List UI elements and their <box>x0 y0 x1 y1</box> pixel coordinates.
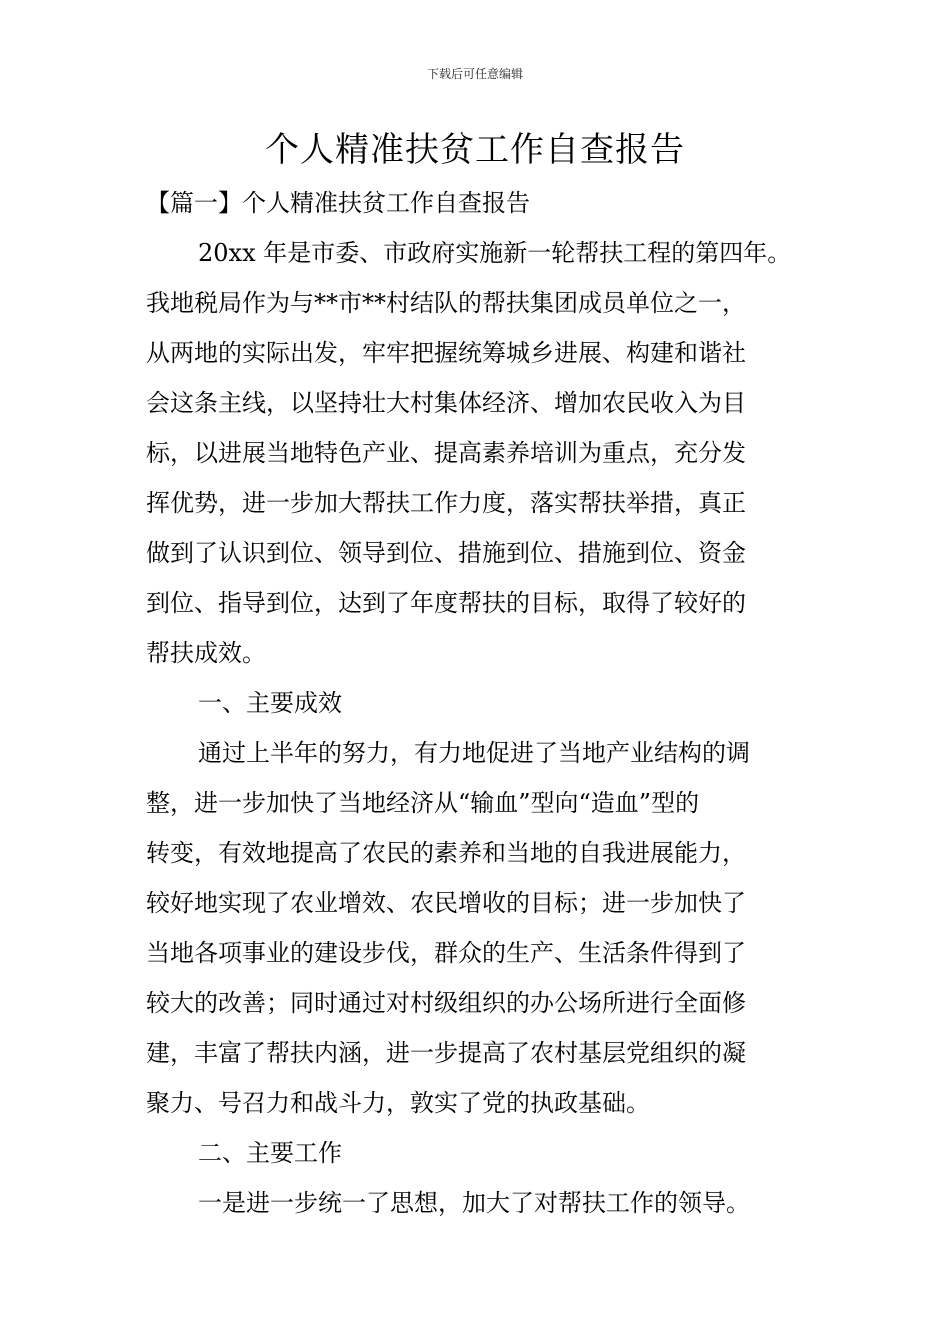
body-line: 较好地实现了农业增效、农民增收的目标；进一步加快了 <box>146 889 746 917</box>
body-line: 整，进一步加快了当地经济从“输血”型向“造血”型的 <box>146 789 700 817</box>
body-line: 挥优势，进一步加大帮扶工作力度，落实帮扶举措，真正 <box>146 489 746 517</box>
document-title: 个人精准扶贫工作自查报告 <box>265 130 685 170</box>
body-line: 从两地的实际出发，牢牢把握统筹城乡进展、构建和谐社 <box>146 339 746 367</box>
section-heading: 一、主要成效 <box>198 689 342 717</box>
body-line: 标，以进展当地特色产业、提高素养培训为重点，充分发 <box>146 439 746 467</box>
body-line: 20xx 年是市委、市政府实施新一轮帮扶工程的第四年。 <box>198 239 792 267</box>
body-line: 会这条主线，以坚持壮大村集体经济、增加农民收入为目 <box>146 389 746 417</box>
header-note: 下载后可任意编辑 <box>426 67 523 81</box>
body-line: 建，丰富了帮扶内涵，进一步提高了农村基层党组织的凝 <box>146 1039 746 1067</box>
body-line: 较大的改善；同时通过对村级组织的办公场所进行全面修 <box>146 989 746 1017</box>
body-line: 当地各项事业的建设步伐，群众的生产、生活条件得到了 <box>146 939 746 967</box>
body-line: 聚力、号召力和战斗力，敦实了党的执政基础。 <box>146 1089 650 1117</box>
body-line: 做到了认识到位、领导到位、措施到位、措施到位、资金 <box>146 539 746 567</box>
section-heading: 二、主要工作 <box>198 1139 342 1167</box>
body-line: 帮扶成效。 <box>146 639 266 667</box>
document-body <box>146 178 826 1228</box>
body-line: 通过上半年的努力，有力地促进了当地产业结构的调 <box>198 739 750 767</box>
body-line: 我地税局作为与**市**村结队的帮扶集团成员单位之一， <box>146 289 746 317</box>
body-line: 一是进一步统一了思想，加大了对帮扶工作的领导。 <box>198 1189 750 1217</box>
body-line: 转变，有效地提高了农民的素养和当地的自我进展能力， <box>146 839 746 867</box>
body-line: 【篇一】个人精准扶贫工作自查报告 <box>146 189 530 217</box>
body-line: 到位、指导到位，达到了年度帮扶的目标，取得了较好的 <box>146 589 746 617</box>
